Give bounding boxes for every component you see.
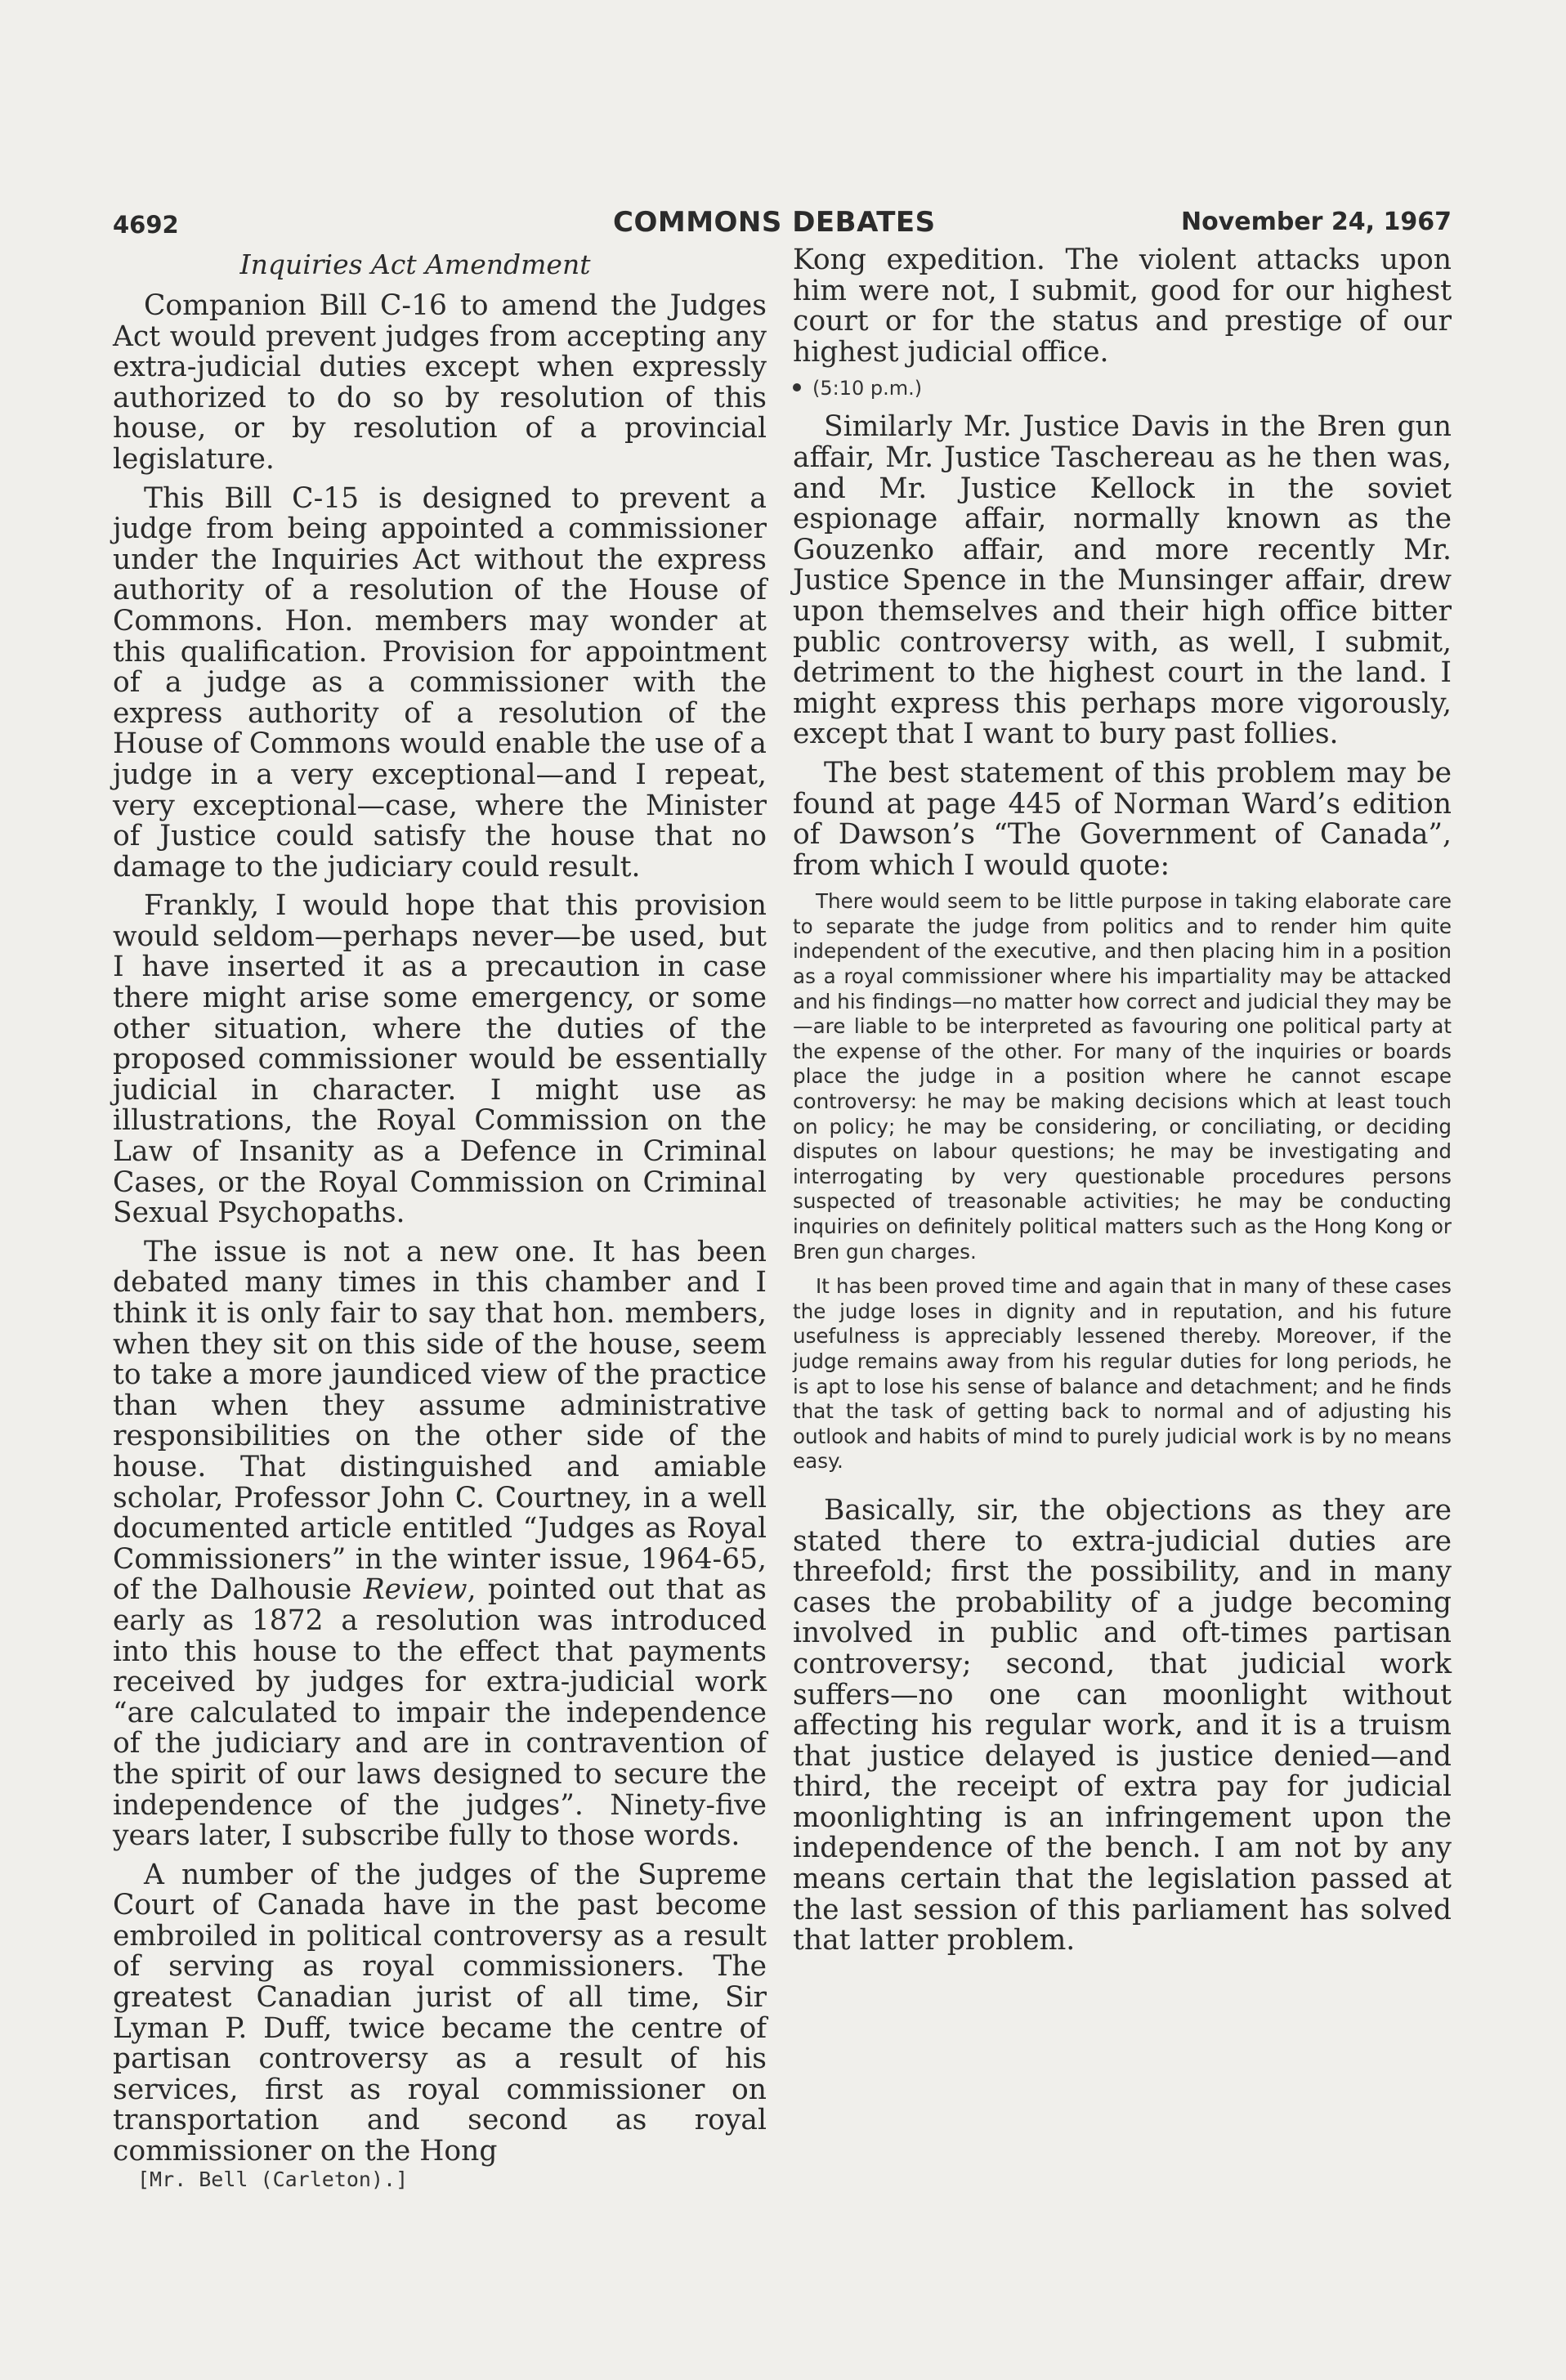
paragraph: Basically, sir, the objections as they are stated there to extra-judicial duties are threefold; first the possibility, and in many cases the probability of a judge becoming involved in public and oft-times partisan controversy; second, that judicial work suffers—no one can moonlight without affecting his regular work, and it is a truism that justice delayed is justice denied—and third, the receipt of extra pay for judicial moonlighting is an infringement upon the independence of the bench. I am not by any means certain that the legislation passed at the last session of this parliament has solved that latter problem. [793,1493,1452,1957]
speaker-footer: [Mr. Bell (Carleton).] [137,2168,409,2191]
paragraph: The best statement of this problem may be found at page 445 of Norman Ward’s edition of Dawson’s “The Government of Canada”, from which I would quote: [793,756,1452,882]
left-column [113,245,767,2176]
right-column [793,245,1452,1965]
page-header [113,206,1452,247]
bullet-icon [793,383,801,391]
paragraph [113,1237,767,1852]
publication-title: COMMONS DEBATES [613,206,936,239]
time-stamp-text: (5:10 p.m.) [812,377,923,400]
paragraph: A number of the judges of the Supreme Court of Canada have in the past become embroiled in political controversy as a result of serving as royal commissioners. The greatest Canadian jurist of all time, Sir Lyman P. Duff, twice became the centre of partisan controversy as a result of his services, first as royal commissioner on transportation and second as royal commissioner on the Hong [113,1858,767,2168]
paragraph: This Bill C-15 is designed to prevent a judge from being appointed a commissioner under the Inquiries Act without the express authority of a resolution of the House of Commons. Hon. members may wonder at this qualification. Provision for appointment of a judge as a commissioner with the express authority of a resolution of the House of Commons would enable the use of a judge in a very exceptional—and I repeat, very exceptional—case, where the Minister of Justice could satisfy the house that no damage to the judiciary could result. [113,481,767,884]
time-stamp [793,376,1452,400]
paragraph-text: The issue is not a new one. It has been debated many times in this chamber and I think it is only fair to say that hon. members, when they sit on this side of the house, seem to take a more jaundiced view of the practice than when they assume administrative responsibilities on the other side of the house. That distinguished and amiable scholar, Professor John C. Courtney, in a well documented article entitled “Judges as Royal Commissioners” in the winter issue, 1964-65, of the Dalhousie [113,1235,767,1607]
paragraph-continued: Kong expedition. The violent attacks upon him were not, I submit, good for our highest court or for the status and prestige of our highest judicial office. [793,244,1452,369]
page-number: 4692 [113,211,179,239]
section-title: Inquiries Act Amendment [239,248,591,280]
block-quote [793,889,1452,1474]
paragraph: Companion Bill C-16 to amend the Judges Act would prevent judges from accepting any extra-judicial duties except when expressly authorized to do so by resolution of this house, or by resolution of a provincial legislature. [113,289,767,476]
paragraph: Similarly Mr. Justice Davis in the Bren gun affair, Mr. Justice Taschereau as he then was, and Mr. Justice Kellock in the soviet espionage affair, normally known as the Gouzenko affair, and more recently Mr. Justice Spence in the Munsinger affair, drew upon themselves and their high office bitter public controversy with, as well, I submit, detriment to the highest court in the land. I might express this perhaps more vigorously, except that I want to bury past follies. [793,410,1452,751]
quote-paragraph: There would seem to be little purpose in taking elaborate care to separate the judge from politics and to render him quite independent of the executive, and then placing him in a position as a royal commissioner where his impartiality may be attacked and his findings—no matter how correct and judicial they may be—are liable to be interpreted as favouring one political party at the expense of the other. For many of the inquiries or boards place the judge in a position where he cannot escape controversy: he may be making decisions which at least touch on policy; he may be considering, or conciliating, or deciding disputes on labour questions; he may be investigating and interrogating by very questionable procedures persons suspected of treasonable activities; he may be conducting inquiries on definitely political matters such as the Hong Kong or Bren gun charges. [793,889,1452,1264]
paragraph: Frankly, I would hope that this provision would seldom—perhaps never—be used, but I have inserted it as a precaution in case there might arise some emergency, or some other situation, where the duties of the proposed commissioner would be essentially judicial in character. I might use as illustrations, the Royal Commission on the Law of Insanity as a Defence in Criminal Cases, or the Royal Commission on Criminal Sexual Psychopaths. [113,889,767,1230]
paragraph-text: , pointed out that as early as 1872 a resolution was introduced into this house to the effect that payments received by judges for extra-judicial work “are calculated to impair the independence of the judiciary and are in contravention of the spirit of our laws designed to secure the independence of the judges”. Ninety-five years later, I subscribe fully to those words. [113,1573,767,1853]
page-date: November 24, 1967 [1180,208,1452,236]
journal-title: Review [363,1573,468,1607]
quote-paragraph: It has been proved time and again that in many of these cases the judge loses in dignity and in reputation, and his future usefulness is appreciably lessened thereby. Moreover, if the judge remains away from his regular duties for long periods, he is apt to lose his sense of balance and detachment; and he finds that the task of getting back to normal and of adjusting his outlook and habits of mind to purely judicial work is by no means easy. [793,1274,1452,1474]
